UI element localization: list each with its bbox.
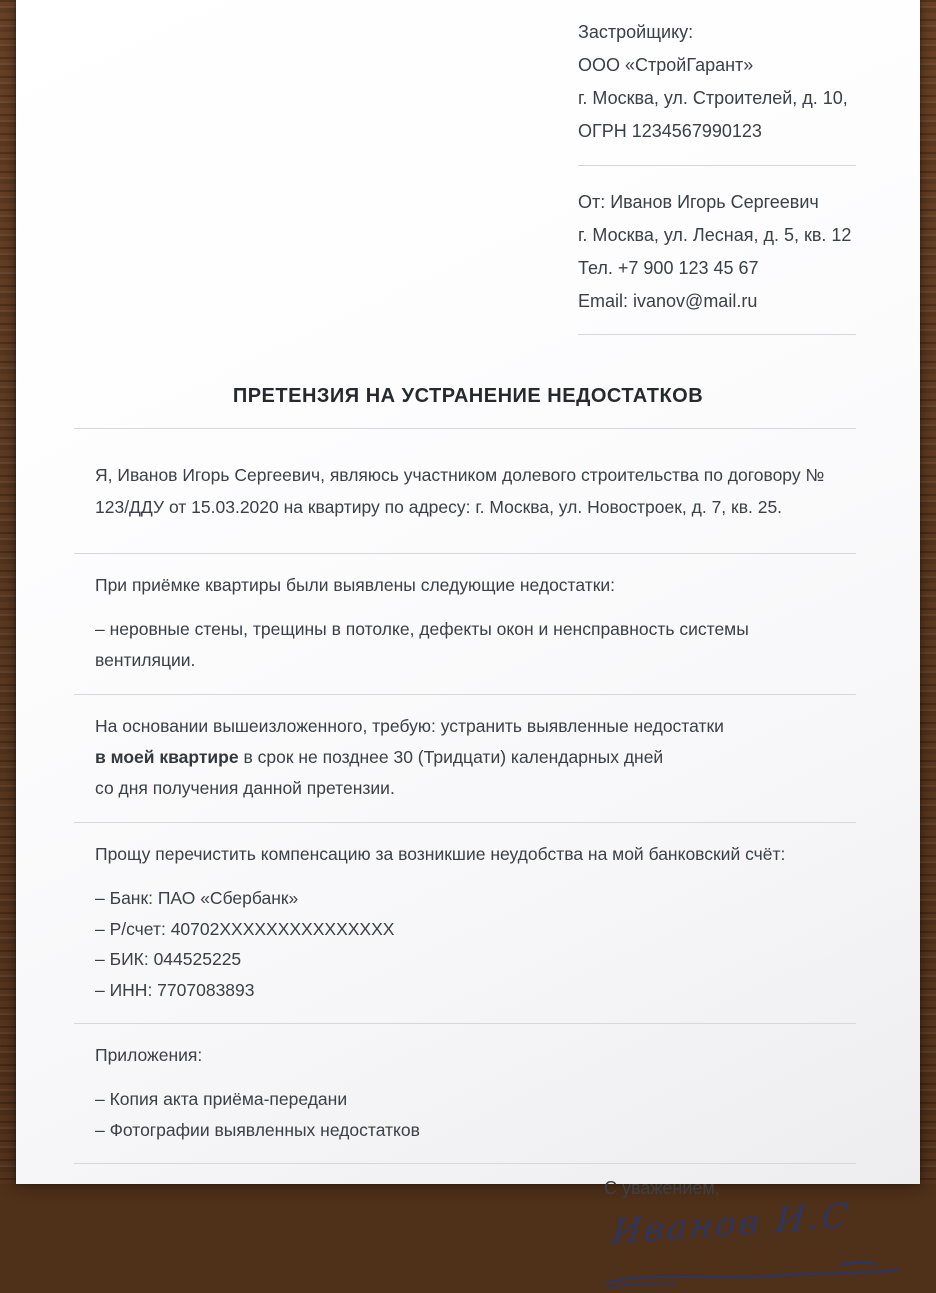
sender-block (578, 186, 876, 318)
divider (74, 694, 856, 695)
demand-line-2 (95, 742, 850, 773)
bank-detail-account: – Р/счет: 40702XXXXXXXXXXXXXXX (95, 918, 395, 939)
recipient-block (578, 0, 876, 148)
closing-phrase: С уважением, (604, 1178, 720, 1198)
divider (74, 1163, 856, 1164)
sender-name: От: Иванов Игорь Сергеевич (578, 192, 819, 212)
divider (578, 334, 856, 335)
recipient-company: ООО «СтройГарант» (578, 55, 754, 75)
sender-phone: Тел. +7 900 123 45 67 (578, 258, 759, 278)
sender-address: г. Москва, ул. Лесная, д. 5, кв. 12 (578, 225, 852, 245)
recipient-address: г. Москва, ул. Строителей, д. 10, (578, 88, 848, 108)
intro-paragraph: Я, Иванов Игорь Сергеевич, являюсь участником долевого строительства по договору № 123/ДДУ от 15.03.2020 на квартиру по адресу: г. Москва, ул. Новостроек, д. 7, кв. 25. (95, 465, 825, 517)
bank-detail-inn: – ИНН: 7707083893 (95, 979, 255, 1000)
defects-intro: При приёмке квартиры были выявлены следующие недостатки: (95, 575, 616, 595)
divider (74, 822, 856, 823)
demand-paragraph (95, 711, 850, 804)
attachments-list (95, 1084, 850, 1145)
attachments-label: Приложения: (95, 1045, 203, 1065)
divider (74, 553, 856, 554)
signature (604, 1195, 904, 1293)
bank-detail-bik: – БИК: 044525225 (95, 949, 242, 969)
document-title: ПРЕТЕНЗИЯ НА УСТРАНЕНИЕ НЕДОСТАТКОВ (232, 385, 704, 407)
demand-line-2-rest: в срок не позднее 30 (Тридцати) календарных дней (238, 747, 664, 767)
demand-bold-phrase: в моей квартире (95, 747, 239, 767)
divider (74, 1023, 856, 1024)
bank-details-list (95, 883, 850, 1005)
sender-email: Email: ivanov@mail.ru (578, 291, 758, 311)
recipient-ogrn: ОГРН 1234567990123 (578, 121, 762, 141)
bank-detail-bank: – Банк: ПАО «Сбербанк» (95, 888, 299, 908)
divider (578, 165, 856, 166)
defects-list-item: – неровные стены, трещины в потолке, дефекты окон и ненсправность системы вентиляции. (95, 619, 749, 670)
recipient-label: Застройщику: (578, 22, 694, 42)
demand-line-3: со дня получения данной претензии. (95, 778, 395, 798)
document-paper (16, 0, 920, 1253)
signature-text: Иванов И.С (610, 1195, 854, 1253)
divider (74, 428, 856, 429)
attachment-item: – Фотографии выявленных недостатков (95, 1119, 420, 1140)
signature-block (604, 1178, 920, 1293)
demand-line-1: На основании вышеизложенного, требую: устранить выявленные недостатки (95, 716, 724, 736)
attachment-item: – Копия акта приёма-передани (95, 1089, 348, 1109)
signature-underline (604, 1257, 904, 1293)
compensation-intro: Прощу перечистить компенсацию за возникшие неудобства на мой банковский счёт: (95, 844, 786, 864)
